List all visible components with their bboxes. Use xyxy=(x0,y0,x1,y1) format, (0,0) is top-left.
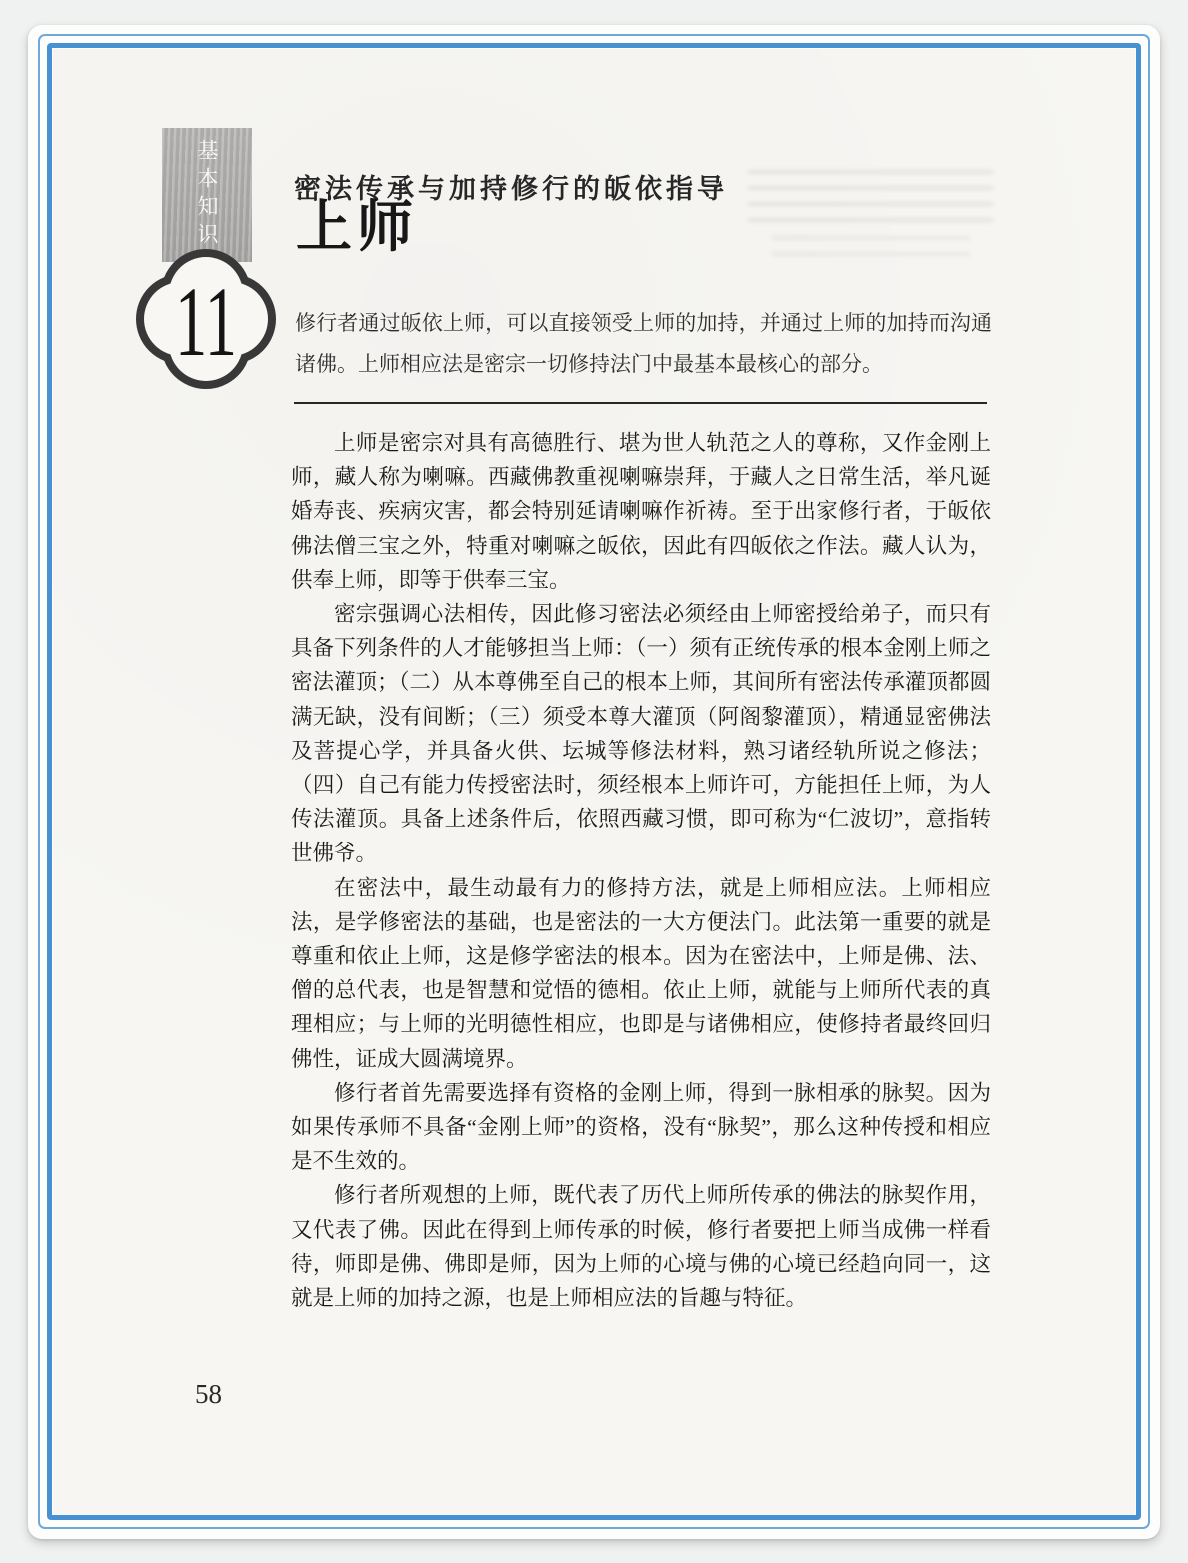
chapter-title: 上师 xyxy=(296,197,418,259)
page-number: 58 xyxy=(195,1379,222,1409)
chapter-number: 11 xyxy=(175,266,237,377)
body-paragraph: 上师是密宗对具有高德胜行、堪为世人轨范之人的尊称，又作金刚上师，藏人称为喇嘛。西藏佛教重视喇嘛崇拜，于藏人之日常生活，举凡诞婚寿丧、疾病灾害，都会特别延请喇嘛作祈祷。至于出家修行者，于皈依佛法僧三宝之外，特重对喇嘛之皈依，因此有四皈依之作法。藏人认为，供奉上师，即等于供奉三宝。 xyxy=(291,431,991,592)
chapter-intro-text: 修行者通过皈依上师，可以直接领受上师的加持，并通过上师的加持而沟通诸佛。上师相应法是密宗一切修持法门中最基本最核心的部分。 xyxy=(295,311,992,376)
chapter-number-badge xyxy=(136,249,276,389)
body-paragraph: 修行者首先需要选择有资格的金刚上师，得到一脉相承的脉契。因为如果传承师不具备“金刚上师”的资格，没有“脉契”，那么这种传授和相应是不生效的。 xyxy=(291,1080,991,1174)
horizontal-divider xyxy=(294,402,987,404)
sidebar-section-tab xyxy=(162,128,252,262)
body-paragraph: 修行者所观想的上师，既代表了历代上师所传承的佛法的脉契作用，又代表了佛。因此在得到上师传承的时候，修行者要把上师当成佛一样看待，师即是佛、佛即是师，因为上师的心境与佛的心境已经趋向同一，这就是上师的加持之源，也是上师相应法的旨趣与特征。 xyxy=(291,1183,991,1311)
body-paragraph: 密宗强调心法相传，因此修习密法必须经由上师密授给弟子，而只有具备下列条件的人才能够担当上师：（一）须有正统传承的根本金刚上师之密法灌顶；（二）从本尊佛至自己的根本上师，其间所有密法传承灌顶都圆满无缺，没有间断；（三）须受本尊大灌顶（阿阁黎灌顶），精通显密佛法及菩提心学，并具备火供、坛城等修法材料，熟习诸经轨所说之修法；（四）自己有能力传授密法时，须经根本上师许可，方能担任上师，为人传法灌顶。具备上述条件后，依照西藏习惯，即可称为“仁波切”，意指转世佛爷。 xyxy=(291,602,991,866)
sidebar-section-label: 基本知识 xyxy=(195,139,219,251)
body-text-column xyxy=(291,426,991,1315)
quatrefoil-shape-icon xyxy=(136,249,276,389)
chapter-kicker-title: 密法传承与加持修行的皈依指导 xyxy=(294,174,728,204)
body-paragraph: 在密法中，最生动最有力的修持方法，就是上师相应法。上师相应法，是学修密法的基础，也是密法的一大方便法门。此法第一重要的就是尊重和依止上师，这是修学密法的根本。因为在密法中，上师是佛、法、僧的总代表，也是智慧和觉悟的德相。依止上师，就能与上师所代表的真理相应；与上师的光明德性相应，也即是与诸佛相应，使修持者最终回归佛性，证成大圆满境界。 xyxy=(291,875,991,1071)
